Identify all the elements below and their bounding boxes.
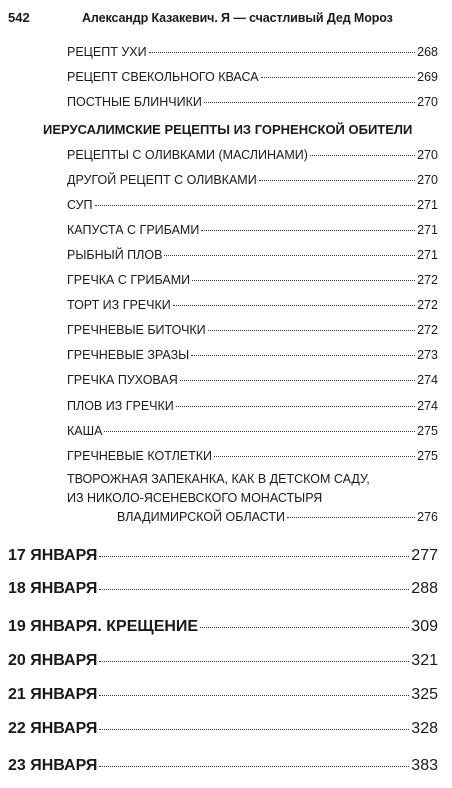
dot-leader	[149, 52, 416, 53]
dot-leader	[180, 380, 415, 381]
toc-entry-page: 273	[417, 348, 438, 362]
toc-entry-title: ГРЕЧНЕВЫЕ ЗРАЗЫ	[67, 348, 190, 362]
toc-entry[interactable]	[67, 346, 438, 364]
toc-entry-title: 18 ЯНВАРЯ	[8, 580, 98, 597]
toc-day-entry[interactable]	[8, 718, 438, 740]
toc-entry-page: 271	[417, 248, 438, 262]
toc-entry-page: 272	[417, 273, 438, 287]
toc-entry-page: 274	[417, 399, 438, 413]
toc-entry-title: РЕЦЕПТ УХИ	[67, 45, 147, 59]
toc-entry-page: 268	[417, 45, 438, 59]
toc-entry[interactable]	[67, 296, 438, 314]
toc-entry[interactable]	[67, 68, 438, 86]
toc-day-entry[interactable]	[8, 650, 438, 672]
dot-leader	[259, 180, 415, 181]
toc-entry-title: КАПУСТА С ГРИБАМИ	[67, 223, 200, 237]
dot-leader	[176, 406, 415, 407]
toc-entry-title: КАША	[67, 424, 103, 438]
toc-entry[interactable]	[67, 171, 438, 189]
toc-entry-page: 325	[411, 686, 438, 703]
running-title: Александр Казакевич. Я — счастливый Дед Мороз	[82, 11, 393, 25]
toc-entry-page: 269	[417, 70, 438, 84]
toc-entry-page: 275	[417, 449, 438, 463]
toc-entry-page: 270	[417, 173, 438, 187]
toc-entry-title: ГРЕЧКА С ГРИБАМИ	[67, 273, 191, 287]
toc-entry-title: 22 ЯНВАРЯ	[8, 720, 98, 737]
toc-entry-page: 271	[417, 223, 438, 237]
toc-entry-title-line: ТВОРОЖНАЯ ЗАПЕКАНКА, КАК В ДЕТСКОМ САДУ,	[67, 472, 370, 486]
toc-entry-page: 288	[411, 580, 438, 597]
dot-leader	[310, 155, 415, 156]
toc-entry-page: 271	[417, 198, 438, 212]
dot-leader	[204, 102, 415, 103]
toc-entry-page: 274	[417, 373, 438, 387]
toc-entry[interactable]	[67, 321, 438, 339]
toc-entry-title: 17 ЯНВАРЯ	[8, 547, 98, 564]
section-heading[interactable]	[43, 121, 438, 139]
toc-entry-title: СУП	[67, 198, 93, 212]
toc-entry-page: 270	[417, 95, 438, 109]
toc-entry[interactable]	[67, 271, 438, 289]
toc-day-entry[interactable]	[8, 755, 438, 777]
toc-entry[interactable]	[67, 422, 438, 440]
toc-entry[interactable]	[67, 43, 438, 61]
toc-entry-title: ПЛОВ ИЗ ГРЕЧКИ	[67, 399, 174, 413]
toc-entry-title: ДРУГОЙ РЕЦЕПТ С ОЛИВКАМИ	[67, 173, 257, 187]
dot-leader	[287, 517, 415, 518]
toc-entry-title: ГРЕЧНЕВЫЕ КОТЛЕТКИ	[67, 449, 213, 463]
dot-leader	[95, 205, 416, 206]
toc-entry-page: 328	[411, 720, 438, 737]
dot-leader	[99, 556, 409, 557]
toc-entry-title: ГРЕЧКА ПУХОВАЯ	[67, 373, 178, 387]
toc-entry-title: 19 ЯНВАРЯ. КРЕЩЕНИЕ	[8, 618, 199, 635]
toc-entry-title: 20 ЯНВАРЯ	[8, 652, 98, 669]
dot-leader	[173, 305, 415, 306]
toc-day-entry[interactable]	[8, 578, 438, 600]
dot-leader	[201, 230, 415, 231]
dot-leader	[192, 280, 415, 281]
dot-leader	[99, 766, 409, 767]
dot-leader	[214, 456, 415, 457]
toc-entry-title: РЕЦЕПТЫ С ОЛИВКАМИ (МАСЛИНАМИ)	[67, 148, 308, 162]
toc-entry[interactable]	[67, 221, 438, 239]
dot-leader	[208, 330, 415, 331]
toc-entry-page: 270	[417, 148, 438, 162]
toc-entry-last-line	[67, 508, 438, 527]
toc-entry-page: 275	[417, 424, 438, 438]
toc-entry-page: 309	[411, 618, 438, 635]
toc-entry-title: ТОРТ ИЗ ГРЕЧКИ	[67, 298, 171, 312]
dot-leader	[99, 661, 409, 662]
toc-entry[interactable]	[67, 93, 438, 111]
toc-day-entry[interactable]	[8, 684, 438, 706]
dot-leader	[99, 729, 409, 730]
dot-leader	[104, 431, 415, 432]
toc-entry[interactable]	[67, 371, 438, 389]
toc-entry-page: 272	[417, 298, 438, 312]
toc-entry[interactable]	[67, 246, 438, 264]
toc-day-entry[interactable]	[8, 616, 438, 638]
toc-entry-page: 321	[411, 652, 438, 669]
toc-entry-page: 277	[411, 547, 438, 564]
toc-entry-title-line: ИЗ НИКОЛО-ЯСЕНЕВСКОГО МОНАСТЫРЯ	[67, 491, 323, 505]
toc-day-entry[interactable]	[8, 545, 438, 567]
toc-entry-title: ГРЕЧНЕВЫЕ БИТОЧКИ	[67, 323, 206, 337]
toc-entry-page: 272	[417, 323, 438, 337]
toc-entry-title: РЫБНЫЙ ПЛОВ	[67, 248, 163, 262]
toc-entry[interactable]	[67, 146, 438, 164]
toc-entry-title: 21 ЯНВАРЯ	[8, 686, 98, 703]
toc-entry-title: 23 ЯНВАРЯ	[8, 757, 98, 774]
dot-leader	[99, 589, 409, 590]
dot-leader	[261, 77, 416, 78]
toc-entry-title: РЕЦЕПТ СВЕКОЛЬНОГО КВАСА	[67, 70, 259, 84]
toc-entry[interactable]	[67, 397, 438, 415]
toc-entry-title: ПОСТНЫЕ БЛИНЧИКИ	[67, 95, 202, 109]
toc-entry[interactable]	[67, 447, 438, 465]
toc-entry-title-line: ВЛАДИМИРСКОЙ ОБЛАСТИ	[117, 510, 285, 524]
page-number: 542	[8, 10, 30, 25]
dot-leader	[191, 355, 415, 356]
dot-leader	[200, 627, 409, 628]
toc-entry-multiline[interactable]	[67, 470, 438, 527]
section-heading-text: ИЕРУСАЛИМСКИЕ РЕЦЕПТЫ ИЗ ГОРНЕНСКОЙ ОБИТЕЛИ	[43, 122, 413, 137]
toc-entry-page: 276	[417, 510, 438, 524]
dot-leader	[99, 695, 409, 696]
dot-leader	[164, 255, 415, 256]
toc-entry-page: 383	[411, 757, 438, 774]
toc-entry[interactable]	[67, 196, 438, 214]
